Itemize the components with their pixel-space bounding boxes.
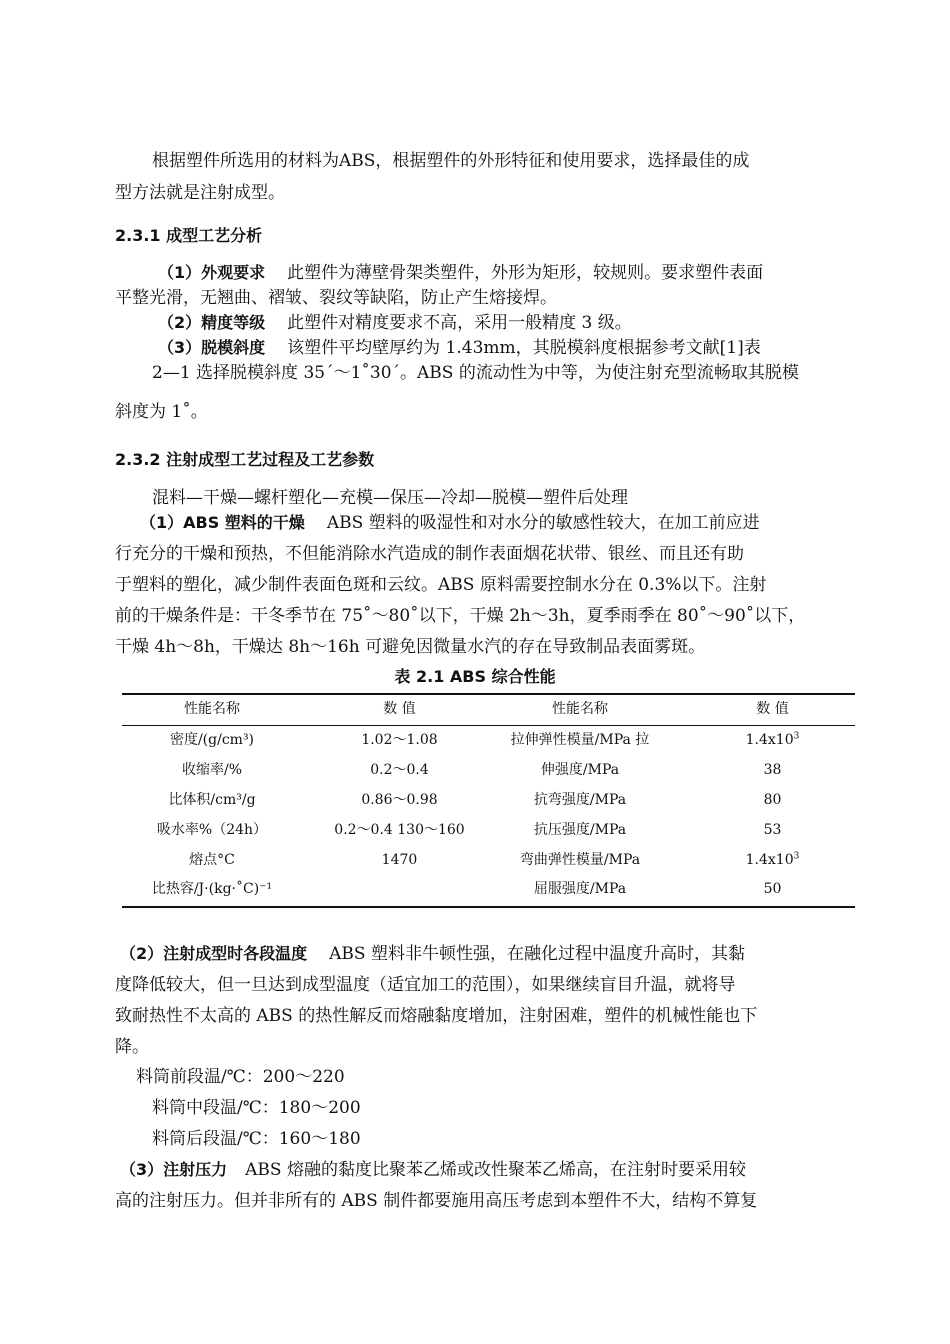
table-cell: 1.02～1.08 xyxy=(361,732,438,748)
intro-line-2: 型方法就是注射成型。 xyxy=(115,183,285,203)
table-cell: 比体积/cm³/g xyxy=(168,792,256,808)
table-bottom-rule xyxy=(122,906,855,908)
table-cell xyxy=(690,851,855,869)
section-heading-2-3-2: 2.3.2 注射成型工艺过程及工艺参数 xyxy=(115,450,375,469)
table-cell: 0.2～0.4 130～160 xyxy=(334,822,465,838)
table-cell: 53 xyxy=(763,822,782,838)
draft-line-3: 斜度为 1˚。 xyxy=(115,402,208,422)
appearance-text-1: 此塑件为薄壁骨架类塑件，外形为矩形，较规则。要求塑件表面 xyxy=(287,263,764,283)
table-cell: 收缩率/% xyxy=(181,762,243,778)
drying-line-3: 于塑料的塑化，减少制件表面色斑和云纹。ABS 原料需要控制水分在 0.3%以下。注射 xyxy=(115,575,767,595)
pressure-text-1: ABS 熔融的黏度比聚苯乙烯或改性聚苯乙烯高，在注射时要采用较 xyxy=(245,1160,746,1180)
temperature-line-1 xyxy=(120,943,840,965)
table-header-rule xyxy=(122,725,855,726)
table-cell: 拉伸弹性模量/MPa 拉 xyxy=(510,732,650,748)
precision-label: （2）精度等级 xyxy=(158,313,266,332)
table-cell: 50 xyxy=(763,881,782,897)
table-cell xyxy=(690,731,855,749)
drying-label: （1）ABS 塑料的干燥 xyxy=(140,513,305,532)
table-cell: 弯曲弹性模量/MPa xyxy=(519,852,641,868)
table-top-rule xyxy=(122,693,855,695)
table-cell: 38 xyxy=(763,762,782,778)
table-cell: 密度/(g/cm³) xyxy=(169,732,255,748)
draft-text-1: 该塑件平均壁厚约为 1.43mm，其脱模斜度根据参考文献[1]表 xyxy=(287,338,761,358)
table-cell: 屈服强度/MPa xyxy=(533,881,627,897)
drying-line-2: 行充分的干燥和预热，不但能消除水汽造成的制作表面烟花状带、银丝、而且还有助 xyxy=(115,544,744,564)
process-flow: 混料—干燥—螺杆塑化—充模—保压—冷却—脱模—塑件后处理 xyxy=(152,488,628,508)
draft-label: （3）脱模斜度 xyxy=(158,338,266,357)
draft-line-2: 2—1 选择脱模斜度 35´～1˚30´。ABS 的流动性为中等，为使注射充型流畅取其脱模 xyxy=(152,363,799,383)
drying-line-5: 干燥 4h～8h，干燥达 8h～16h 可避免因微量水汽的存在导致制品表面雾斑。 xyxy=(115,637,706,657)
table-cell-value: 1.4x10 xyxy=(745,732,794,748)
table-cell-value: 1.4x10 xyxy=(745,852,794,868)
section-heading-2-3-1: 2.3.1 成型工艺分析 xyxy=(115,226,263,245)
table-cell: 0.2～0.4 xyxy=(370,762,429,778)
drying-text-1: ABS 塑料的吸湿性和对水分的敏感性较大，在加工前应进 xyxy=(326,513,760,533)
pressure-line-1 xyxy=(120,1159,840,1181)
temperature-line-2: 度降低较大，但一旦达到成型温度（适宜加工的范围），如果继续盲目升温，就将导 xyxy=(115,975,736,995)
drying-line-4: 前的干燥条件是：干冬季节在 75˚～80˚以下，干燥 2h～3h，夏季雨季在 80˚～90˚以下， xyxy=(115,606,806,626)
drying-line-1 xyxy=(140,512,840,534)
table-cell: 熔点°C xyxy=(189,852,235,868)
table-cell-exponent: 3 xyxy=(793,851,800,862)
table-header-cell: 性能名称 xyxy=(552,701,608,717)
precision-text: 此塑件对精度要求不高，采用一般精度 3 级。 xyxy=(287,313,632,333)
table-cell: 吸水率%（24h） xyxy=(156,822,268,838)
table-header-cell: 性能名称 xyxy=(184,701,240,717)
pressure-label: （3）注射压力 xyxy=(120,1160,228,1179)
table-cell: 抗弯强度/MPa xyxy=(533,792,627,808)
draft-line-1 xyxy=(158,337,848,359)
temperature-line-3: 致耐热性不太高的 ABS 的热性解反而熔融黏度增加，注射困难，塑件的机械性能也下 xyxy=(115,1006,758,1026)
table-cell: 0.86～0.98 xyxy=(361,792,438,808)
table-cell: 伸强度/MPa xyxy=(540,762,620,778)
appearance-line-2: 平整光滑，无翘曲、褶皱、裂纹等缺陷，防止产生熔接焊。 xyxy=(115,288,557,308)
barrel-front-temp: 料筒前段温/℃：200～220 xyxy=(136,1067,345,1087)
barrel-rear-temp: 料筒后段温/℃：160～180 xyxy=(152,1129,361,1149)
appearance-label: （1）外观要求 xyxy=(158,263,266,282)
table-cell: 80 xyxy=(763,792,782,808)
appearance-line-1 xyxy=(158,262,848,284)
table-header-cell: 数 值 xyxy=(756,701,789,717)
table-cell-exponent: 3 xyxy=(793,731,800,742)
table-cell: 1470 xyxy=(381,852,418,868)
intro-line-1: 根据塑件所选用的材料为ABS，根据塑件的外形特征和使用要求，选择最佳的成 xyxy=(152,151,750,171)
table-cell: 比热容/J·(kg·˚C)⁻¹ xyxy=(151,881,273,897)
table-header-cell: 数 值 xyxy=(383,701,416,717)
table-caption: 表 2.1 ABS 综合性能 xyxy=(394,667,556,686)
temperature-line-4: 降。 xyxy=(115,1037,149,1057)
temperature-text-1: ABS 塑料非牛顿性强，在融化过程中温度升高时，其黏 xyxy=(329,944,745,964)
table-cell: 抗压强度/MPa xyxy=(533,822,627,838)
temperature-label: （2）注射成型时各段温度 xyxy=(120,944,308,963)
barrel-mid-temp: 料筒中段温/℃：180～200 xyxy=(152,1098,361,1118)
precision-line xyxy=(158,312,848,334)
pressure-line-2: 高的注射压力。但并非所有的 ABS 制件都要施用高压考虑到本塑件不大，结构不算复 xyxy=(115,1191,758,1211)
